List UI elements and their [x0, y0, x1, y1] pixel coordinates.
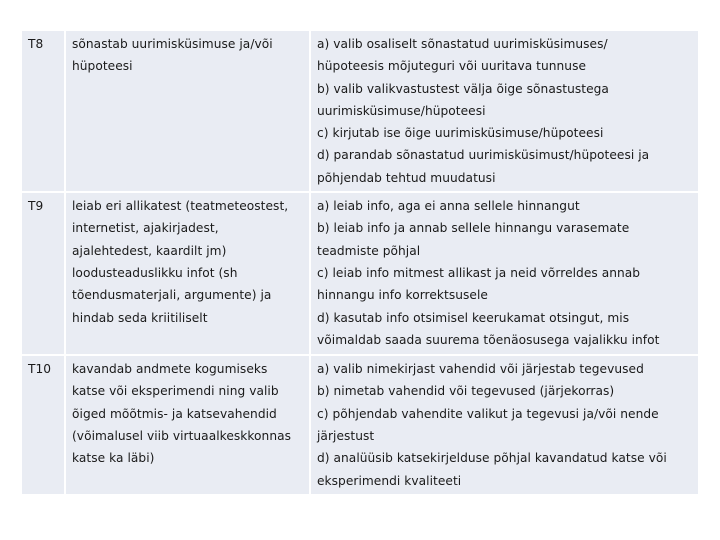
table-row: [22, 356, 698, 496]
criteria-line: teadmiste põhjal: [317, 243, 421, 258]
skill-line: hindab seda kriitiliselt: [72, 310, 208, 325]
row-id-cell: [22, 31, 66, 193]
criteria-line: järjestust: [317, 428, 375, 443]
criteria-line: a) leiab info, aga ei anna sellele hinnangut: [317, 199, 580, 214]
skill-line: loodusteaduslikku infot (sh: [72, 265, 238, 280]
criteria-line: uurimisküsimuse/hüpoteesi: [317, 103, 486, 118]
criteria-line: c) kirjutab ise õige uurimisküsimuse/hüpoteesi: [317, 126, 604, 141]
criteria-line: eksperimendi kvaliteeti: [317, 473, 462, 488]
criteria-cell: [311, 193, 698, 356]
row-id: T10: [28, 362, 52, 377]
skill-line: hüpoteesi: [72, 59, 133, 74]
skill-cell: [66, 193, 311, 356]
skill-line: kavandab andmete kogumiseks: [72, 362, 268, 377]
criteria-line: d) kasutab info otsimisel keerukamat otsingut, mis: [317, 310, 630, 325]
criteria-line: d) analüüsib katsekirjelduse põhjal kavandatud katse või: [317, 451, 667, 466]
skill-line: (võimalusel viib virtuaalkeskkonnas: [72, 428, 292, 443]
skill-line: õiged mõõtmis- ja katsevahendid: [72, 406, 277, 421]
competency-table: [22, 31, 698, 496]
criteria-line: põhjendab tehtud muudatusi: [317, 170, 496, 185]
table-row: [22, 31, 698, 193]
skill-line: katse või eksperimendi ning valib: [72, 384, 279, 399]
skill-cell: [66, 356, 311, 496]
criteria-cell: [311, 31, 698, 193]
skill-line: tõendusmaterjali, argumente) ja: [72, 288, 272, 303]
criteria-line: d) parandab sõnastatud uurimisküsimust/hüpoteesi ja: [317, 148, 650, 163]
skill-line: internetist, ajakirjadest,: [72, 221, 219, 236]
criteria-line: c) põhjendab vahendite valikut ja tegevusi ja/või nende: [317, 406, 659, 421]
row-id-cell: [22, 193, 66, 356]
row-id-cell: [22, 356, 66, 496]
criteria-line: võimaldab saada suurema tõenäosusega vajalikku infot: [317, 332, 660, 347]
criteria-line: b) nimetab vahendid või tegevused (järjekorras): [317, 384, 615, 399]
criteria-line: b) leiab info ja annab sellele hinnangu varasemate: [317, 221, 630, 236]
table-row: [22, 193, 698, 356]
row-id: T9: [28, 199, 44, 214]
criteria-line: a) valib osaliselt sõnastatud uurimisküsimuses/: [317, 37, 608, 51]
criteria-line: b) valib valikvastustest välja õige sõnastustega: [317, 81, 609, 96]
skill-cell: [66, 31, 311, 193]
skill-line: katse ka läbi): [72, 451, 155, 466]
skill-line: sõnastab uurimisküsimuse ja/või: [72, 37, 273, 51]
row-id: T8: [28, 37, 44, 51]
criteria-line: hinnangu info korrektsusele: [317, 288, 488, 303]
criteria-line: a) valib nimekirjast vahendid või järjestab tegevused: [317, 362, 644, 377]
skill-line: leiab eri allikatest (teatmeteostest,: [72, 199, 289, 214]
criteria-cell: [311, 356, 698, 496]
criteria-line: hüpoteesis mõjuteguri või uuritava tunnuse: [317, 59, 587, 74]
criteria-line: c) leiab info mitmest allikast ja neid võrreldes annab: [317, 265, 641, 280]
skill-line: ajalehtedest, kaardilt jm): [72, 243, 227, 258]
